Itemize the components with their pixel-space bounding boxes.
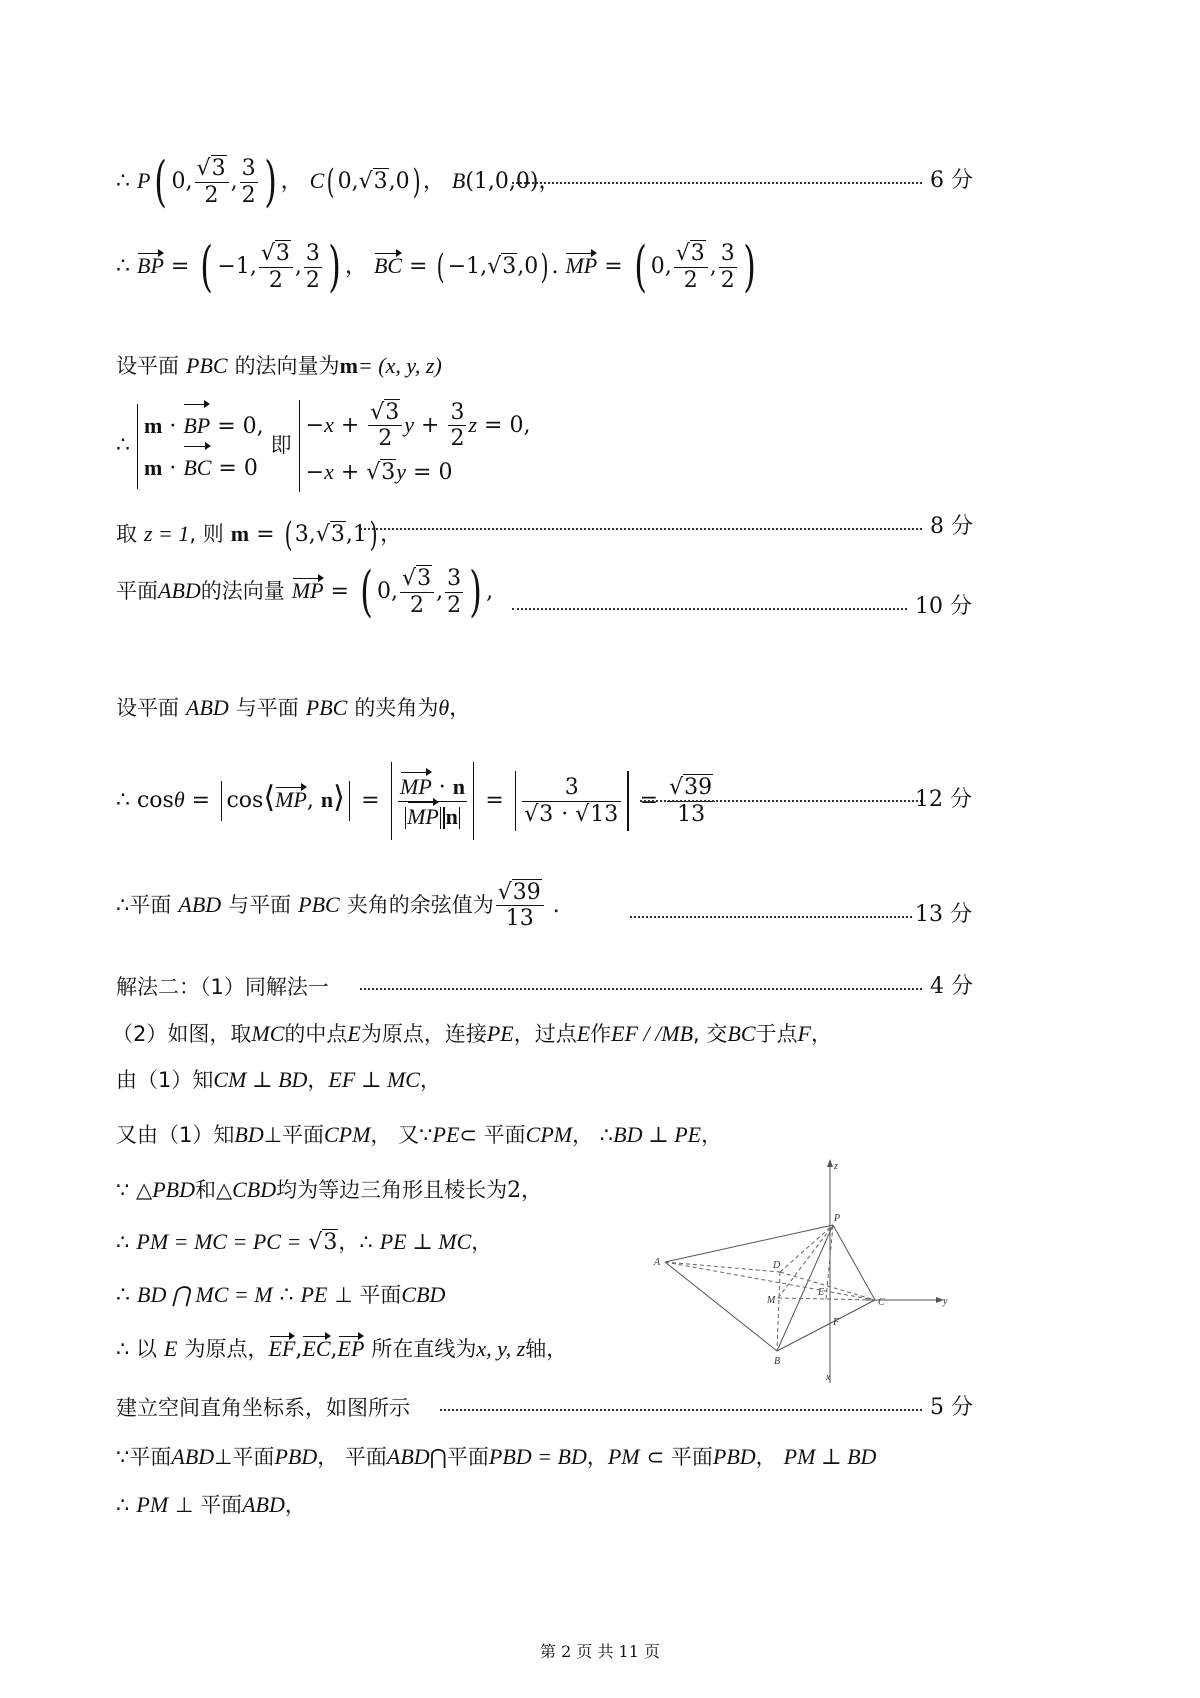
score-8: 8 分: [930, 514, 973, 539]
line-take-z: 取 z = 1, 则 m = ( 3,√3,1) ，: [116, 515, 403, 555]
dot-leader: [640, 800, 922, 802]
text: ∴: [116, 1230, 130, 1254]
score-6: 6 分: [930, 168, 973, 193]
line-normal-vector-def: [116, 355, 442, 378]
dot-leader: [360, 528, 922, 530]
label-a: A: [654, 1257, 661, 1268]
seg-bc: BC: [727, 1021, 756, 1046]
pm-perp-bd: PM ⊥ BD: [783, 1444, 877, 1469]
dot-leader: [630, 916, 912, 918]
theta: θ: [438, 695, 450, 720]
vector-ep: EP: [337, 1336, 365, 1361]
text: 的法向量: [200, 579, 285, 603]
therefore: ∴: [116, 1283, 130, 1308]
text: ⊥平面: [263, 1123, 324, 1147]
text: ，: [755, 1445, 777, 1469]
label-x: x: [826, 1372, 831, 1383]
point-p-label: P: [137, 168, 151, 193]
pm-mc-pc: PM = MC = PC =: [136, 1229, 302, 1254]
text: 建立空间直角坐标系，如图所示: [116, 1396, 410, 1420]
text: 与平面: [235, 696, 299, 720]
point-f: F: [797, 1021, 811, 1046]
text: 又由（1）知: [116, 1123, 235, 1147]
vector-mp: MP: [565, 253, 598, 278]
text: 取: [116, 522, 137, 546]
plane-pbc: PBC: [298, 891, 340, 917]
dot-leader: [512, 608, 907, 610]
seg-pe: PE: [486, 1021, 514, 1046]
text: 和△: [194, 1178, 233, 1202]
label-y: y: [943, 1296, 948, 1307]
pbd-eq-bd: PBD = BD: [488, 1444, 587, 1469]
seg-pe: PE: [432, 1122, 460, 1147]
system-right: −x + $\frac{√3}{2}$ y + $\frac{3}{2}$ z = 0, −x + √3y = 0: [299, 400, 531, 492]
dot-leader: [512, 182, 922, 184]
text: 所在直线为: [371, 1337, 477, 1361]
plane-pbd: PBD: [712, 1444, 756, 1469]
line-equilateral: [116, 1179, 542, 1202]
vector-m: m: [339, 353, 358, 378]
text: ∴ 以: [116, 1337, 158, 1361]
plane-cpm: CPM: [324, 1122, 371, 1147]
text: 轴，: [525, 1337, 568, 1361]
label-d: D: [773, 1260, 781, 1271]
pyramid-figure: [640, 1155, 970, 1383]
text: ，: [810, 1022, 832, 1046]
text: 均为等边三角形且棱长为: [276, 1178, 508, 1202]
vector-ec: EC: [302, 1336, 331, 1361]
text: , 则: [189, 522, 224, 546]
line-vectors: ∴ BP = ( −1, $\frac{√3}{2}$ , $\frac{3}{2}$ ) ， BC = ( −1,√3,0) . MP = ( 0, $\frac{√3}{2}$ , $\frac{3}{2}$ ): [116, 235, 756, 298]
line-angle-def: 设平面 ABD 与平面 PBC 的夹角为θ，: [116, 695, 472, 721]
text: 由（1）知: [116, 1068, 214, 1092]
text: ⋂平面: [429, 1445, 489, 1469]
text: ，: [701, 1123, 723, 1147]
text: 夹角的余弦值为: [346, 892, 494, 917]
page-footer: 第 2 页 共 11 页: [540, 1642, 660, 1661]
line-point-coordinates: ∴ P( 0, $\frac{√3}{2}$ , $\frac{3}{2}$ ) ， C( 0,√3,0) ， B(1,0,0)，: [116, 150, 561, 213]
vector-ef: EF: [268, 1336, 296, 1361]
bd-perp-pe: BD ⊥ PE: [613, 1122, 702, 1147]
label-c: C: [878, 1297, 885, 1308]
line-method-two: [116, 977, 329, 999]
xyz-axes: x, y, z: [476, 1336, 526, 1361]
xyz: = (x, y, z): [357, 353, 442, 378]
text: ⊥ 平面: [175, 1493, 243, 1517]
text: ⊂ 平面: [646, 1445, 713, 1469]
z-eq: z = 1: [144, 521, 190, 546]
point-e: E: [347, 1021, 361, 1046]
score-4: 4 分: [930, 974, 973, 999]
text: ⊥ 平面: [334, 1283, 402, 1307]
line-construction: [112, 1023, 832, 1046]
plane-cbd: CBD: [401, 1282, 446, 1307]
text: ，: [307, 1068, 329, 1092]
text: 为原点，: [184, 1337, 269, 1361]
label-b: B: [774, 1356, 781, 1367]
text: ，过点: [513, 1022, 577, 1046]
seg-pe: PE: [300, 1282, 328, 1307]
text: , 交: [693, 1022, 728, 1046]
line-bd-perp: [116, 1124, 722, 1147]
pe-perp-mc: PE ⊥ MC: [379, 1229, 472, 1254]
text: 设平面: [116, 696, 179, 720]
label-m: M: [767, 1295, 776, 1306]
line-plane-perp: [116, 1446, 876, 1469]
text: （2）如图，取: [112, 1022, 252, 1046]
line-abd-normal: 平面ABD的法向量 MP = ( 0, $\frac{√3}{2}$ , $\frac{3}{2}$ ) ,: [116, 560, 494, 623]
seg-bd: BD: [234, 1122, 264, 1147]
text: 为原点，连接: [360, 1022, 487, 1046]
text: ∵平面: [116, 1445, 172, 1469]
ef-perp-mc: EF ⊥ MC: [328, 1067, 420, 1092]
label-z: z: [834, 1161, 838, 1172]
plane-abd: ABD: [178, 891, 222, 917]
text: ，: [471, 1230, 493, 1254]
vector-bc: BC: [373, 253, 403, 278]
tri-pbd: PBD: [152, 1177, 195, 1202]
vector-bp: BP: [137, 253, 164, 278]
text: ， ∴: [572, 1123, 614, 1147]
seg-mc: MC: [251, 1021, 285, 1046]
line-equation-system: ∴ m · BP = 0, m · BC = 0 即 −x + $\frac{√3}{2}$ y + $\frac{3}{2}$ z = 0, −x + √3y = 0: [116, 400, 530, 492]
ji-text: 即: [270, 433, 292, 458]
plane-abd: ABD: [386, 1444, 430, 1469]
line-coordinate-system: [116, 1398, 410, 1420]
text: 与平面: [228, 892, 292, 917]
text: 平面: [116, 579, 158, 603]
label-e: E: [818, 1287, 825, 1298]
score-5: 5 分: [930, 1395, 973, 1420]
line-pm-mc-pc: ∴ PM = MC = PC = √3，∴ PE ⊥ MC，: [116, 1229, 493, 1255]
text: 的夹角为: [354, 696, 439, 720]
text: ， 又∵: [370, 1123, 433, 1147]
score-10: 10 分: [915, 594, 972, 619]
plane-abd: ABD: [186, 695, 229, 720]
line-axes: ∴ 以 E 为原点，EF,EC,EP 所在直线为x, y, z轴，: [116, 1336, 568, 1362]
text: ，: [419, 1068, 441, 1092]
text: ∴平面: [116, 892, 172, 917]
bd-cap-mc: BD ⋂ MC = M: [137, 1282, 273, 1307]
text: 于点: [755, 1022, 798, 1046]
text: 作: [590, 1022, 612, 1046]
line-cos-calc: ∴ cosθ = cos⟨MP, n⟩ = $\frac{MP \cdot n}{\text{MP n}}$ = $\frac{3}{√3 \cdot √13}$ = $\frac{√39}{13}$: [116, 762, 717, 840]
cm-perp-bd: CM ⊥ BD: [213, 1067, 308, 1092]
label-p: P: [834, 1213, 841, 1224]
line-cosine-result: ∴平面 ABD 与平面 PBC 夹角的余弦值为 $\frac{√39}{13}$ .: [116, 880, 560, 932]
text: ⊂ 平面: [459, 1123, 526, 1147]
edge-length: 2: [507, 1178, 522, 1203]
point-b-coords: (1,0,0): [465, 169, 539, 194]
tri-cbd: CBD: [232, 1177, 277, 1202]
line-intersection: [116, 1284, 445, 1307]
seg-pm: PM: [136, 1492, 169, 1517]
plane-pbc: PBC: [186, 353, 228, 378]
plane-abd: ABD: [158, 578, 201, 603]
text: ，: [521, 1178, 543, 1202]
line-known: [116, 1069, 441, 1092]
plane-pbc: PBC: [305, 695, 348, 720]
score-13: 13 分: [915, 902, 972, 927]
ef-parallel-mb: EF / /MB: [611, 1021, 694, 1046]
point-b-label: B: [451, 168, 466, 193]
text: ∵ △: [116, 1178, 153, 1202]
text: ∴: [116, 1493, 130, 1517]
dot-leader: [440, 1409, 922, 1411]
text: ，: [586, 1445, 608, 1469]
seg-pm: PM: [607, 1444, 640, 1469]
text: ⊥平面: [214, 1445, 275, 1469]
point-c-label: C: [309, 168, 325, 193]
plane-cpm: CPM: [525, 1122, 573, 1147]
point-e: E: [576, 1021, 591, 1046]
plane-abd: ABD: [171, 1444, 215, 1469]
system-left: m · BP = 0, m · BC = 0: [137, 404, 264, 489]
therefore: ∴: [279, 1283, 294, 1308]
text: 设平面: [116, 354, 179, 378]
text: 的中点: [284, 1022, 348, 1046]
plane-abd: ABD: [242, 1492, 285, 1517]
point-e: E: [164, 1336, 178, 1361]
text: ， 平面: [317, 1445, 387, 1469]
line-pm-perp-abd: [116, 1494, 306, 1517]
text: 解法二：（1）同解法一: [116, 975, 329, 999]
text: ，∴: [338, 1230, 373, 1254]
label-f: F: [833, 1317, 840, 1328]
dot-leader: [360, 988, 922, 990]
score-12: 12 分: [915, 787, 972, 812]
therefore-symbol: ∴: [116, 169, 130, 194]
plane-pbd: PBD: [274, 1444, 318, 1469]
text: 的法向量为: [234, 354, 340, 378]
text: ，: [284, 1493, 306, 1517]
